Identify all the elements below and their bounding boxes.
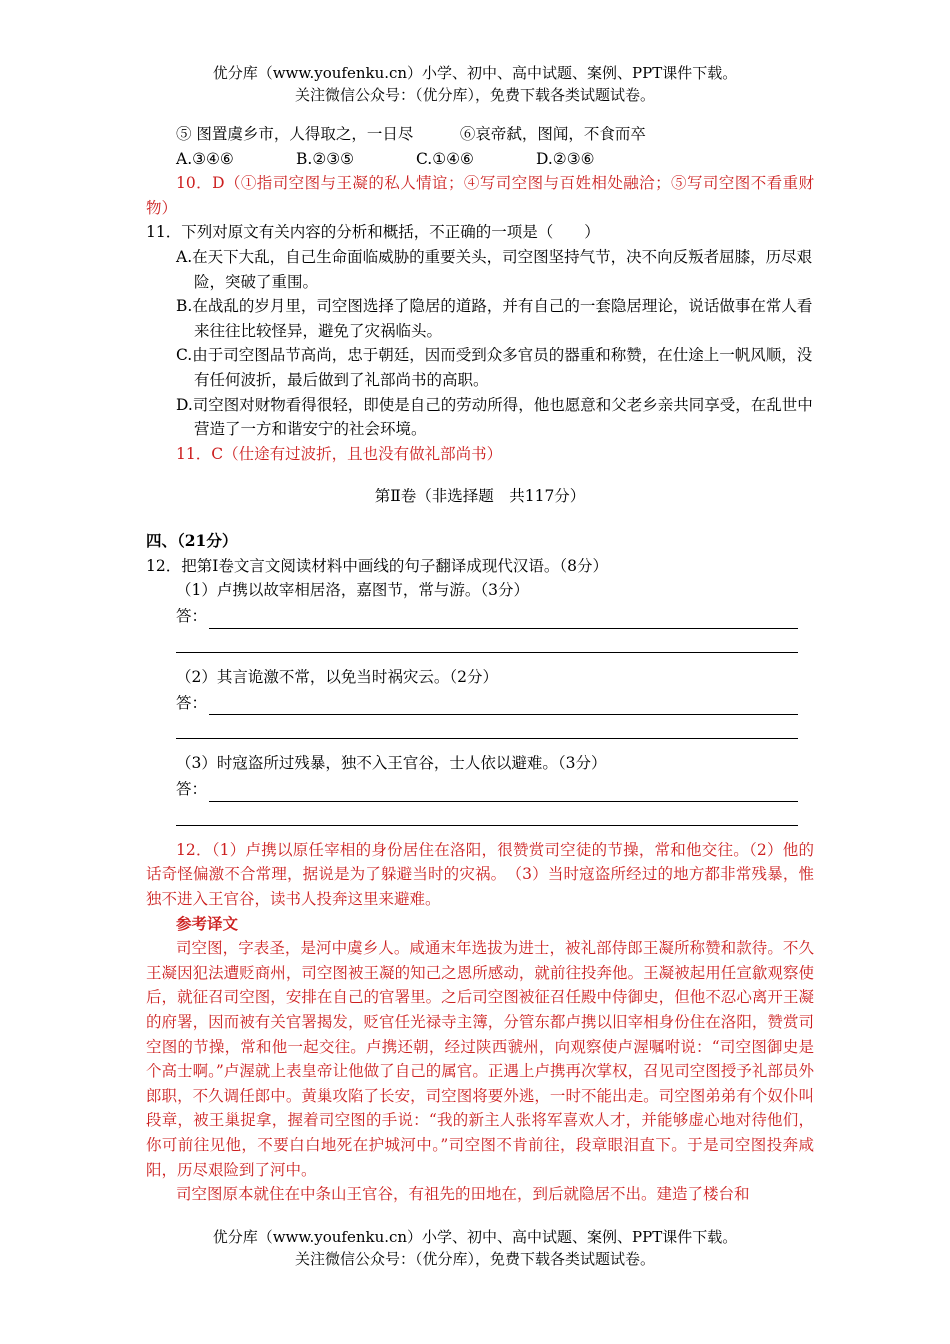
q10-option-c: C.①④⑥ <box>416 149 474 168</box>
answer-line-1b[interactable] <box>146 629 814 653</box>
answer-label: 答： <box>176 693 208 712</box>
answer-underline <box>209 699 798 715</box>
q11-option-d: D.司空图对财物看得很轻，即使是自己的劳动所得，他也愿意和父老乡亲共同享受，在乱世中营造了一方和谐安宁的社会环境。 <box>176 395 813 439</box>
q10-option-b: B.②③⑤ <box>296 149 355 168</box>
q10-options <box>146 147 814 172</box>
answer-line-1[interactable] <box>146 603 814 629</box>
translation-title: 参考译文 <box>176 913 239 933</box>
header-line-1: 优分库（www.youfenku.cn）小学、初中、高中试题、案例、PPT课件下载。 <box>212 64 738 82</box>
q10-option-d: D.②③⑥ <box>536 149 595 168</box>
answer-underline <box>209 786 798 802</box>
q12-sub-3: （3）时寇盗所过残暴，独不入王官谷，士人依以避难。（3分） <box>176 754 607 773</box>
page-footer <box>0 1226 950 1270</box>
answer-underline <box>176 651 798 653</box>
q11-stem: 11．下列对原文有关内容的分析和概括，不正确的一项是（ ） <box>146 223 600 242</box>
q12-answer: 12．（1）卢携以原任宰相的身份居住在洛阳，很赞赏司空徒的节操，常和他交往。（2）他的话奇怪偏激不合常理，据说是为了躲避当时的灾祸。 （3）当时寇盗所经过的地方都非常残暴，惟独不进入王官谷，读书人投奔这里来避难。 <box>146 840 814 909</box>
answer-line-2[interactable] <box>146 689 814 715</box>
answer-label: 答： <box>176 780 208 799</box>
q10-items: ⑤ 图置虞乡市，人得取之，一日尽 ⑥哀帝弑，图闻，不食而卒 <box>176 125 646 143</box>
part-4-title: 四、（21分） <box>146 530 238 550</box>
q10-answer: 10．D（①指司空图与王凝的私人情谊；④写司空图与百姓相处融洽；⑤写司空图不看重财物） <box>146 174 814 217</box>
page-header <box>0 62 950 106</box>
q12-stem: 12．把第Ⅰ卷文言文阅读材料中画线的句子翻译成现代汉语。（8分） <box>146 556 608 575</box>
answer-underline <box>176 737 798 739</box>
answer-line-2b[interactable] <box>146 715 814 739</box>
translation-paragraph-2: 司空图原本就住在中条山王官谷，有祖先的田地在，到后就隐居不出。建造了楼台和 <box>176 1185 750 1204</box>
q11-option-b: B.在战乱的岁月里，司空图选择了隐居的道路，并有自己的一套隐居理论，说话做事在常人看来往往比较怪异，避免了灾祸临头。 <box>176 297 813 340</box>
answer-underline <box>209 613 798 629</box>
footer-line-2: 关注微信公众号：（优分库），免费下载各类试题试卷。 <box>294 1250 655 1268</box>
q12-sub-1: （1）卢携以故宰相居洛，嘉图节，常与游。（3分） <box>176 581 529 600</box>
main-content <box>146 122 814 1207</box>
answer-underline <box>176 824 798 826</box>
answer-label: 答： <box>176 607 208 626</box>
footer-line-1: 优分库（www.youfenku.cn）小学、初中、高中试题、案例、PPT课件下载。 <box>212 1228 738 1246</box>
q11-answer: 11．C（仕途有过波折，且也没有做礼部尚书） <box>176 444 503 463</box>
q10-option-a: A.③④⑥ <box>176 149 234 168</box>
section-2-title: 第Ⅱ卷（非选择题 共117分） <box>374 487 586 506</box>
header-line-2: 关注微信公众号：（优分库），免费下载各类试题试卷。 <box>294 86 655 104</box>
q12-sub-2: （2）其言诡激不常，以免当时祸灾云。（2分） <box>176 667 498 686</box>
q11-option-a: A.在天下大乱，自己生命面临威胁的重要关头，司空图坚持气节，决不向反叛者屈膝，历尽艰险，突破了重围。 <box>176 247 813 291</box>
answer-line-3b[interactable] <box>146 802 814 826</box>
q11-option-c: C.由于司空图品节高尚，忠于朝廷，因而受到众多官员的器重和称赞，在仕途上一帆风顺，没有任何波折，最后做到了礼部尚书的高职。 <box>176 346 813 389</box>
answer-line-3[interactable] <box>146 776 814 802</box>
translation-paragraph-1: 司空图，字表圣，是河中虞乡人。咸通末年选拔为进士，被礼部侍郎王凝所称赞和款待。不久王凝因犯法遭贬商州，司空图被王凝的知己之恩所感动，就前往投奔他。王凝被起用任宣歙观察使后，就征召司空图，安排在自己的官署里。之后司空图被征召任殿中侍御史，但他不忍心离开王凝的府署，因而被有关官署揭发，贬官任光禄寺主簿，分管东都卢携以旧宰相身份住在洛阳，赞赏司空图的节操，常和他一起交往。卢携还朝，经过陕西虢州，向观察使卢渥嘱咐说：“司空图御史是个高士啊。”卢渥就上表皇帝让他做了自己的属官。正遇上卢携再次掌权，召见司空图授予礼部员外郎职，不久调任郎中。黄巢攻陷了长安，司空图将要外逃，一时不能出走。司空图弟弟有个奴仆叫段章，被王巢捉拿，握着司空图的手说：“我的新主人张将军喜欢人才，并能够虚心地对待他们，你可前往见他，不要白白地死在护城河中。”司空图不肯前往，段章眼泪直下。于是司空图投奔咸阳，历尽艰险到了河中。 <box>146 939 814 1179</box>
